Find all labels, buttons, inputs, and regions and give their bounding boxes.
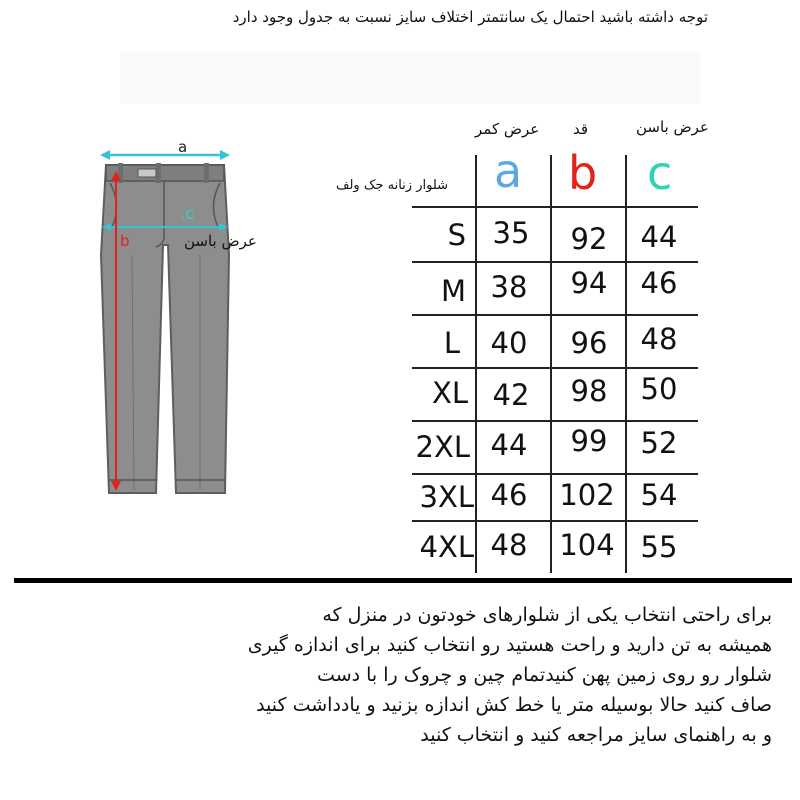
- cell-c: 52: [640, 426, 678, 460]
- section-divider: [14, 578, 792, 583]
- col-a-label: عرض کمر: [475, 120, 540, 138]
- cell-a: 46: [490, 478, 528, 512]
- cell-b: 104: [559, 528, 615, 562]
- blank-band: [120, 52, 700, 104]
- label-c: .c: [180, 204, 195, 224]
- cell-b: 92: [570, 222, 608, 256]
- cell-c: 50: [640, 372, 678, 406]
- instruction-line: برای راحتی انتخاب یکی از شلوارهای خودتون در منزل که: [322, 604, 772, 626]
- product-name: شلوار زنانه جک ولف: [336, 178, 449, 193]
- size-cell: 2XL: [415, 430, 470, 464]
- cell-b: 102: [559, 478, 615, 512]
- col-c-label: عرض باسن: [636, 118, 709, 136]
- cell-c: 46: [640, 266, 678, 300]
- label-b: b: [120, 232, 130, 250]
- size-cell: 3XL: [419, 480, 474, 514]
- size-cell: XL: [431, 376, 468, 410]
- table-hline-2: [412, 314, 698, 316]
- cell-b: 94: [570, 266, 608, 300]
- cell-c: 55: [640, 530, 678, 564]
- table-hline-1: [412, 261, 698, 263]
- cell-b: 96: [570, 326, 608, 360]
- col-b-label: قد: [573, 120, 589, 138]
- table-hline-4: [412, 420, 698, 422]
- cell-a: 44: [490, 428, 528, 462]
- size-cell: M: [440, 274, 466, 308]
- cell-c: 44: [640, 220, 678, 254]
- cell-a: 48: [490, 528, 528, 562]
- col-a-letter: a: [494, 144, 523, 198]
- instruction-line: همیشه به تن دارید و راحت هستید رو انتخاب کنید برای اندازه گیری: [247, 634, 772, 656]
- measurement-instructions: [12, 600, 772, 750]
- cell-a: 40: [490, 326, 528, 360]
- cell-a: 35: [492, 216, 530, 250]
- cell-a: 38: [490, 270, 528, 304]
- table-hline-6: [412, 520, 698, 522]
- cell-b: 98: [570, 374, 608, 408]
- hip-label: عرض باسن: [184, 232, 257, 250]
- instruction-line: شلوار رو روی زمین پهن کنیدتمام چین و چروک را با دست: [317, 664, 772, 686]
- col-c-letter: c: [647, 146, 673, 200]
- cell-b: 99: [570, 424, 608, 458]
- size-cell: S: [447, 218, 466, 252]
- size-note: توجه داشته باشید احتمال یک سانتمتر اختلاف سایز نسبت به جدول وجود دارد: [232, 8, 708, 26]
- size-cell: L: [443, 326, 460, 360]
- label-a: a: [178, 138, 188, 156]
- cell-a: 42: [492, 378, 530, 412]
- table-hline-3: [412, 367, 698, 369]
- table-hline-0: [412, 206, 698, 208]
- table-hline-5: [412, 473, 698, 475]
- instruction-line: و به راهنمای سایز مراجعه کنید و انتخاب کنید: [420, 724, 772, 746]
- pants-diagram: [92, 135, 242, 505]
- instruction-line: صاف کنید حالا بوسیله متر یا خط کش اندازه بزنید و یادداشت کنید: [256, 694, 772, 716]
- cell-c: 54: [640, 478, 678, 512]
- col-b-letter: b: [568, 146, 598, 200]
- pants-illustration: [92, 135, 242, 505]
- size-cell: 4XL: [419, 530, 474, 564]
- cell-c: 48: [640, 322, 678, 356]
